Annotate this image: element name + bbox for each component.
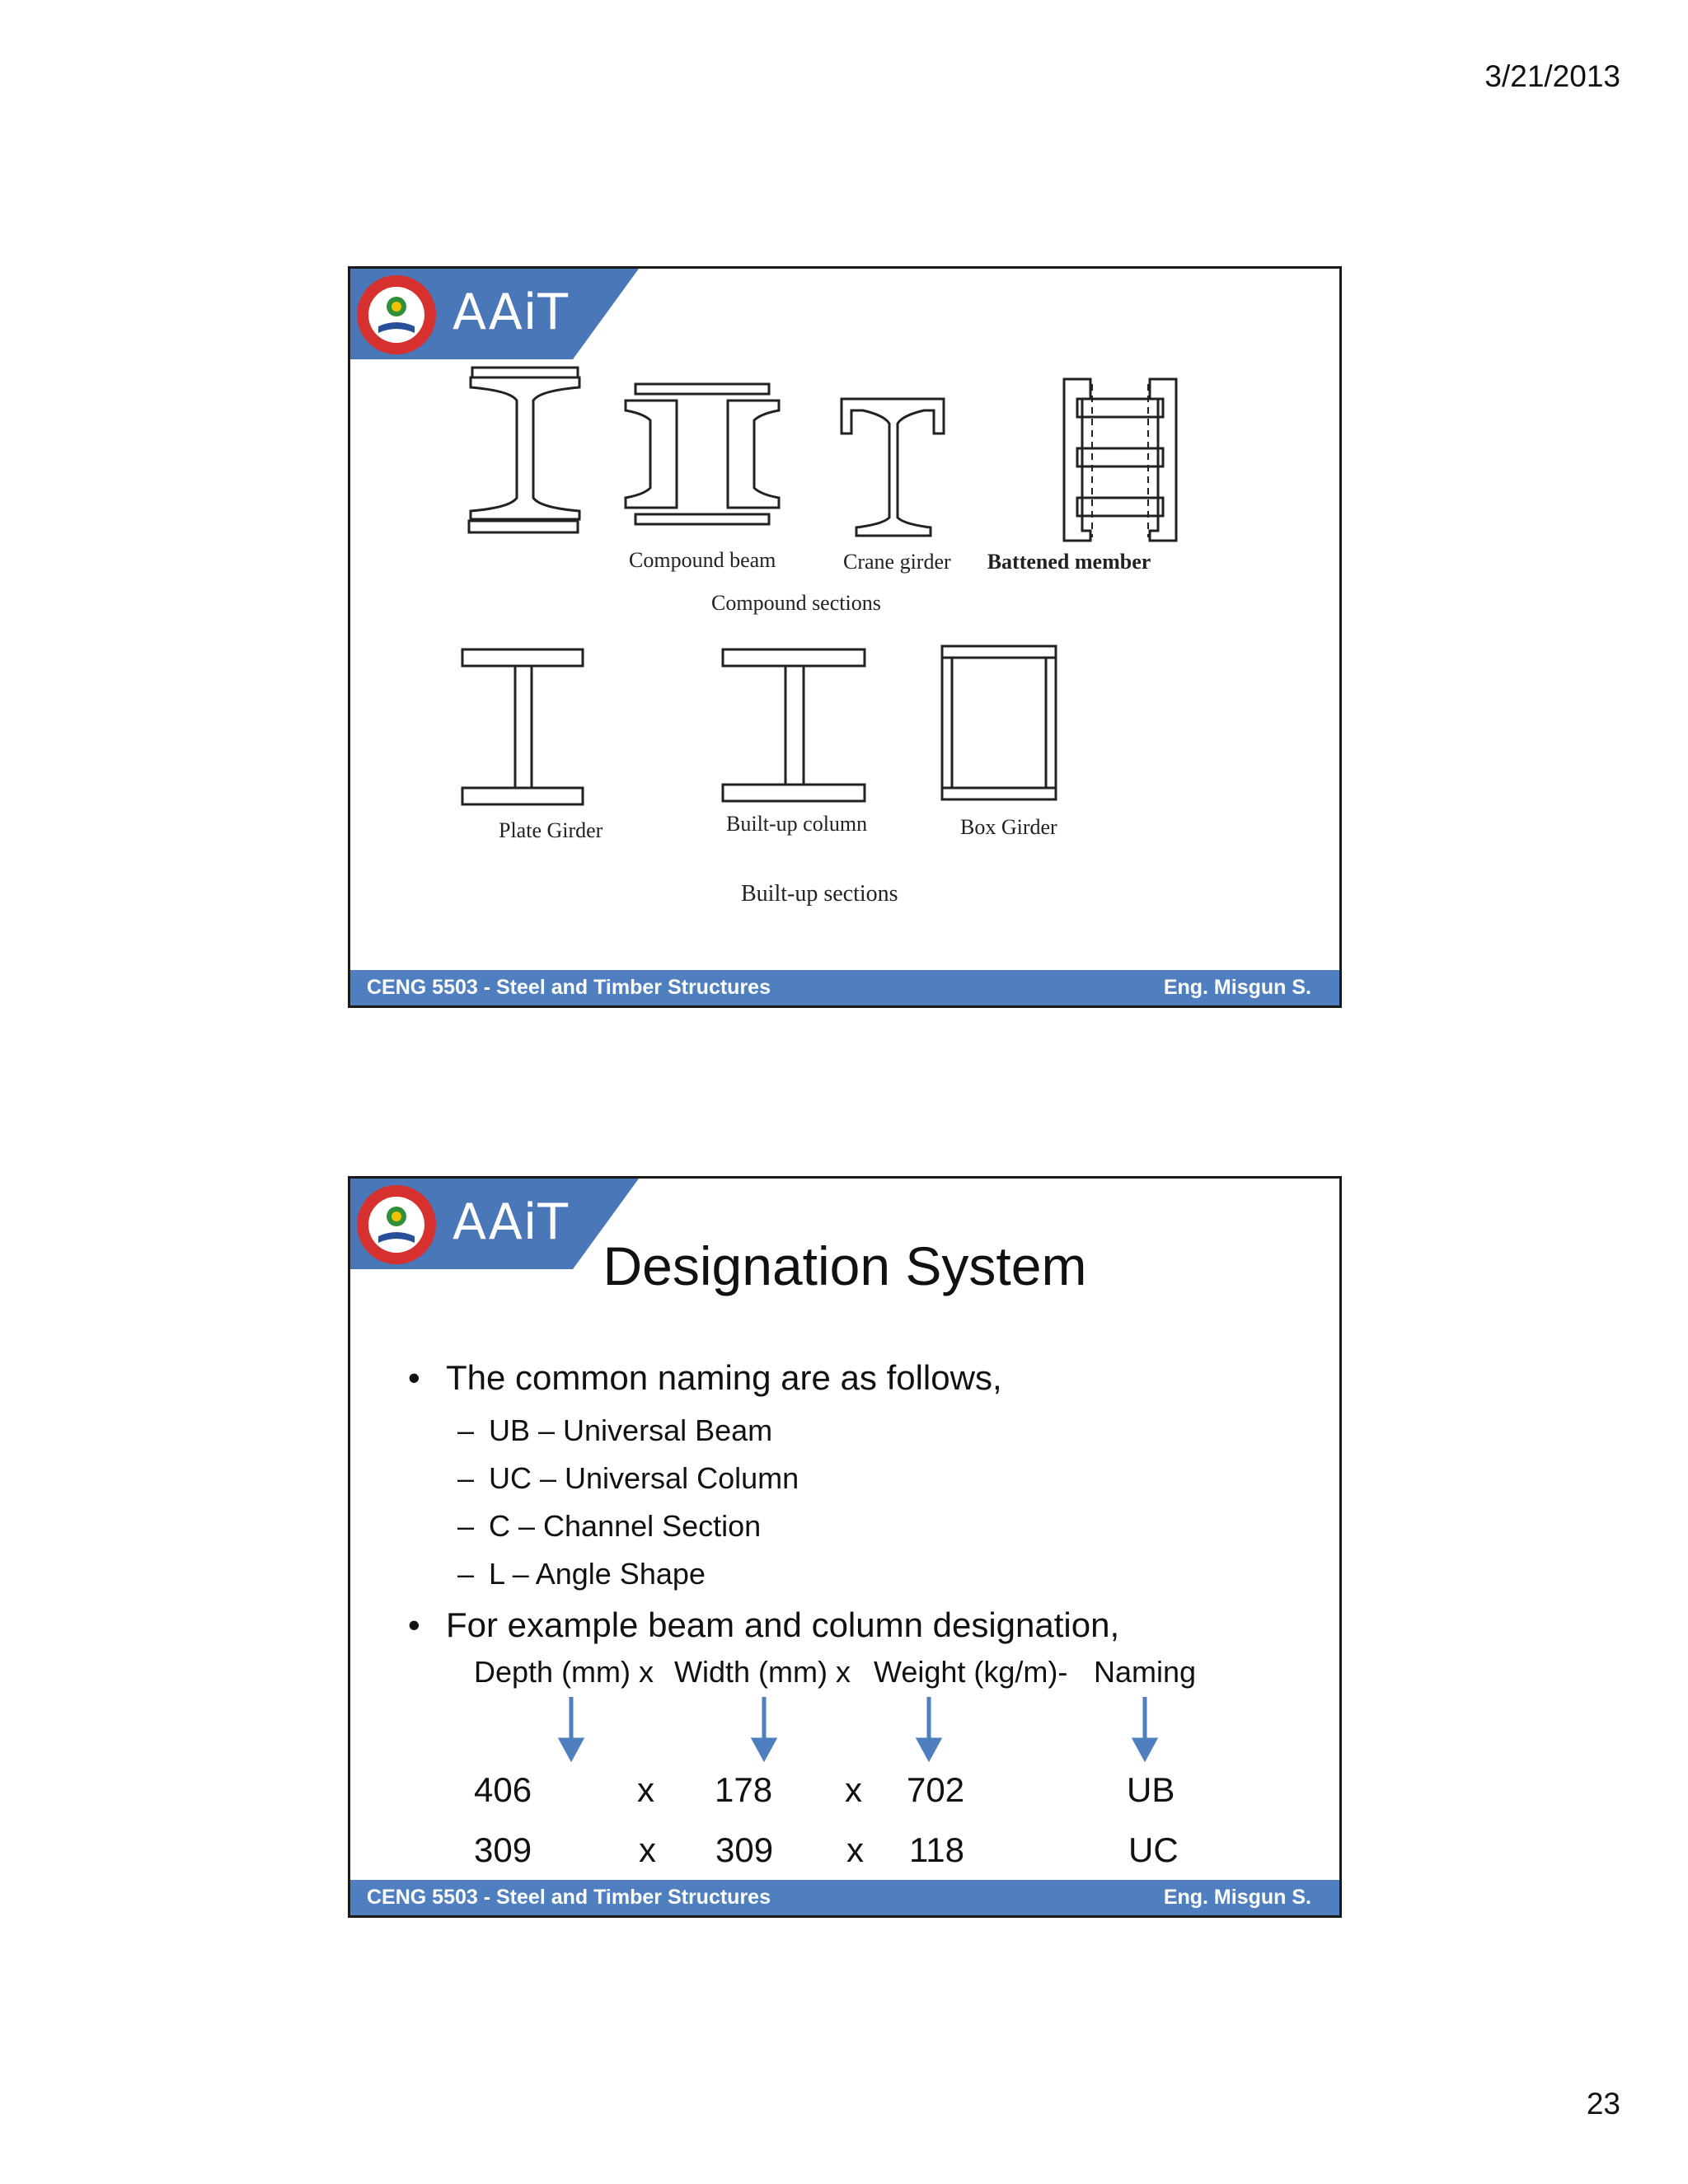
designation-row [350,1830,1339,1872]
label-compound-beam: Compound beam [629,548,776,572]
aait-logo-text: AAiT [452,284,570,341]
arrow-down-icon [561,1697,581,1758]
designation-columns-header [350,1655,1339,1696]
slide-title: Designation System [603,1235,1087,1296]
label-plate-girder: Plate Girder [499,818,603,842]
aait-logo-text: AAiT [452,1193,570,1251]
builtup-column-section [723,649,865,801]
battened-member-section [1064,379,1176,541]
label-compound-sections: Compound sections [711,591,881,615]
compound-beam-i-section [469,368,579,532]
list-item: – C – Channel Section [457,1509,762,1543]
row-width: 309 [715,1830,774,1869]
row-depth: 309 [474,1830,532,1869]
compound-beam-double-channel [626,384,779,524]
row-depth: 406 [474,1770,532,1809]
column-naming: Naming [1094,1655,1197,1689]
list-item: – UB – Universal Beam [457,1413,773,1447]
row-name: UC [1128,1830,1179,1869]
page-date: 3/21/2013 [1484,59,1620,93]
section-diagrams [350,269,1339,969]
bullet-dot: • [408,1358,420,1397]
row-name: UB [1127,1770,1175,1809]
slide-designation-system [348,1176,1342,1918]
slide-compound-sections [348,266,1342,1008]
footer-author: Eng. Misgun S. [1163,1886,1311,1909]
arrow-down-icon [919,1697,939,1758]
row-x: x [637,1770,654,1809]
designation-row [350,1770,1339,1811]
row-width: 178 [715,1770,773,1809]
bullet-text: For example beam and column designation, [446,1605,1120,1644]
arrow-down-icon [754,1697,774,1758]
bullet-common-naming [408,1358,1002,1398]
row-x: x [845,1770,862,1809]
label-builtup-column: Built-up column [726,812,868,836]
row-x: x [846,1830,864,1869]
slide-footer [350,970,1339,1005]
footer-course: CENG 5503 - Steel and Timber Structures [367,976,771,999]
footer-author: Eng. Misgun S. [1163,976,1311,999]
label-builtup-sections: Built-up sections [741,881,898,907]
slide-footer [350,1880,1339,1915]
list-item-text: L – Angle Shape [489,1557,706,1591]
page-number: 23 [1586,2087,1620,2121]
bullet-dot: • [408,1605,420,1644]
crane-girder-section [842,399,944,536]
list-item-text: UB – Universal Beam [489,1413,773,1447]
footer-course: CENG 5503 - Steel and Timber Structures [367,1886,771,1909]
label-crane-girder: Crane girder [843,550,951,574]
bullet-example-designation [408,1605,1119,1645]
list-item: – UC – Universal Column [457,1461,799,1495]
row-x: x [639,1830,656,1869]
list-item-text: UC – Universal Column [489,1461,799,1495]
row-weight: 118 [909,1830,964,1869]
list-item-text: C – Channel Section [489,1509,762,1543]
column-weight: Weight (kg/m)- [874,1655,1068,1689]
list-item: – L – Angle Shape [457,1557,706,1591]
bullet-text: The common naming are as follows, [446,1358,1002,1397]
arrow-down-icon [1135,1697,1155,1758]
column-width: Width (mm) x [674,1655,851,1689]
plate-girder-section [462,649,583,804]
label-battened-member: Battened member [987,550,1151,574]
designation-arrows [350,1694,1339,1768]
label-box-girder: Box Girder [960,815,1057,839]
row-weight: 702 [907,1770,965,1809]
box-girder-section [942,646,1056,799]
column-depth: Depth (mm) x [474,1655,654,1689]
